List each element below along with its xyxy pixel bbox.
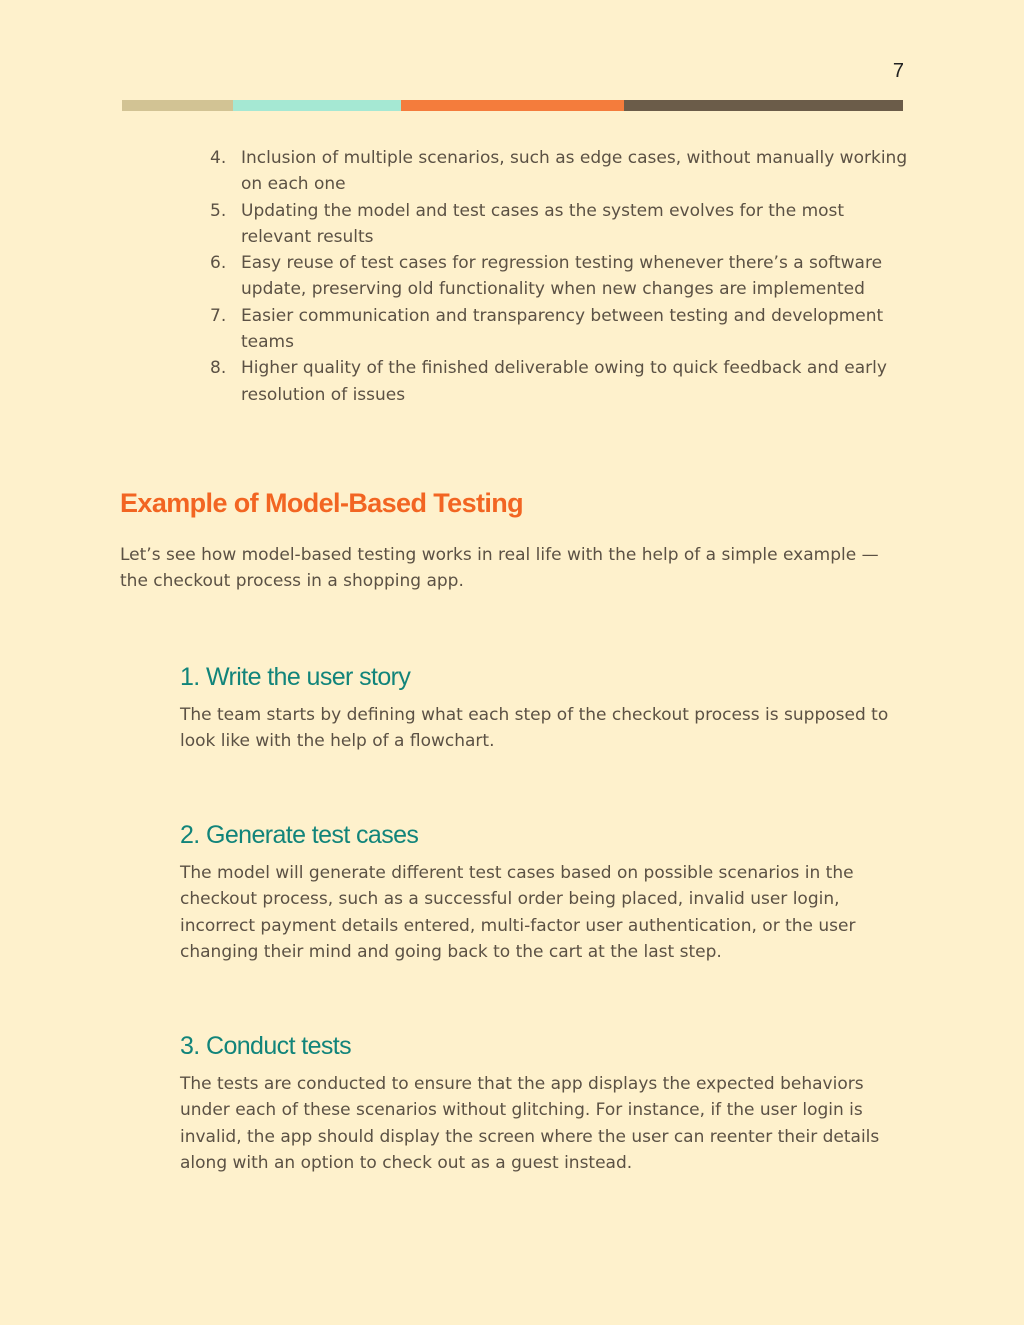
section-intro: Let’s see how model-based testing works in real life with the help of a simple example — the checkout process in a shopping app. (120, 545, 879, 592)
list-item (210, 250, 910, 303)
list-item-text: Inclusion of multiple scenarios, such as edge cases, without manually working on each one (241, 148, 908, 195)
list-item (210, 303, 910, 356)
color-bar-segment-tan (122, 100, 233, 111)
step-body: The tests are conducted to ensure that the app displays the expected behaviors under each of these scenarios without glitching. For instance, if the user login is invalid, the app should display the screen where the user can reenter their details along with an option to check out as a guest instead. (180, 1074, 880, 1173)
list-item-number: 6. (210, 253, 227, 274)
list-item-number: 5. (210, 200, 227, 221)
color-bar-segment-mint (233, 100, 401, 111)
step-title: 3. Conduct tests (180, 1032, 352, 1060)
color-bar-segment-brown (624, 100, 903, 111)
list-item (210, 145, 910, 198)
color-bar-segment-orange (401, 100, 624, 111)
list-item-text: Easier communication and transparency between testing and development teams (241, 305, 884, 353)
list-item-number: 8. (210, 358, 227, 379)
list-item-number: 4. (210, 148, 227, 168)
list-item-text: Easy reuse of test cases for regression testing whenever there’s a software update, preserving old functionality when new changes are implemented (241, 253, 883, 300)
step-title: 1. Write the user story (180, 663, 411, 691)
step-body: The team starts by defining what each step of the checkout process is supposed to look like with the help of a flowchart. (180, 705, 889, 752)
list-item (210, 355, 910, 408)
step-conduct-tests (180, 1031, 910, 1176)
list-item-text: Updating the model and test cases as the system evolves for the most relevant results (241, 200, 845, 247)
list-item-text: Higher quality of the finished deliverable owing to quick feedback and early resolution of issues (241, 358, 887, 405)
step-body: The model will generate different test cases based on possible scenarios in the checkout process, such as a successful order being placed, invalid user login, incorrect payment details entered, multi-factor user authentication, or the user changing their mind and going back to the cart at the last step. (180, 863, 856, 962)
list-item-number: 7. (210, 305, 227, 326)
step-write-user-story (180, 662, 910, 755)
section-heading: Example of Model-Based Testing (120, 488, 524, 518)
list-item (210, 198, 910, 251)
step-title: 2. Generate test cases (180, 821, 419, 849)
header-color-bar (122, 100, 903, 111)
page-number: 7 (892, 60, 904, 82)
step-generate-test-cases (180, 820, 910, 965)
benefits-list (210, 145, 910, 408)
